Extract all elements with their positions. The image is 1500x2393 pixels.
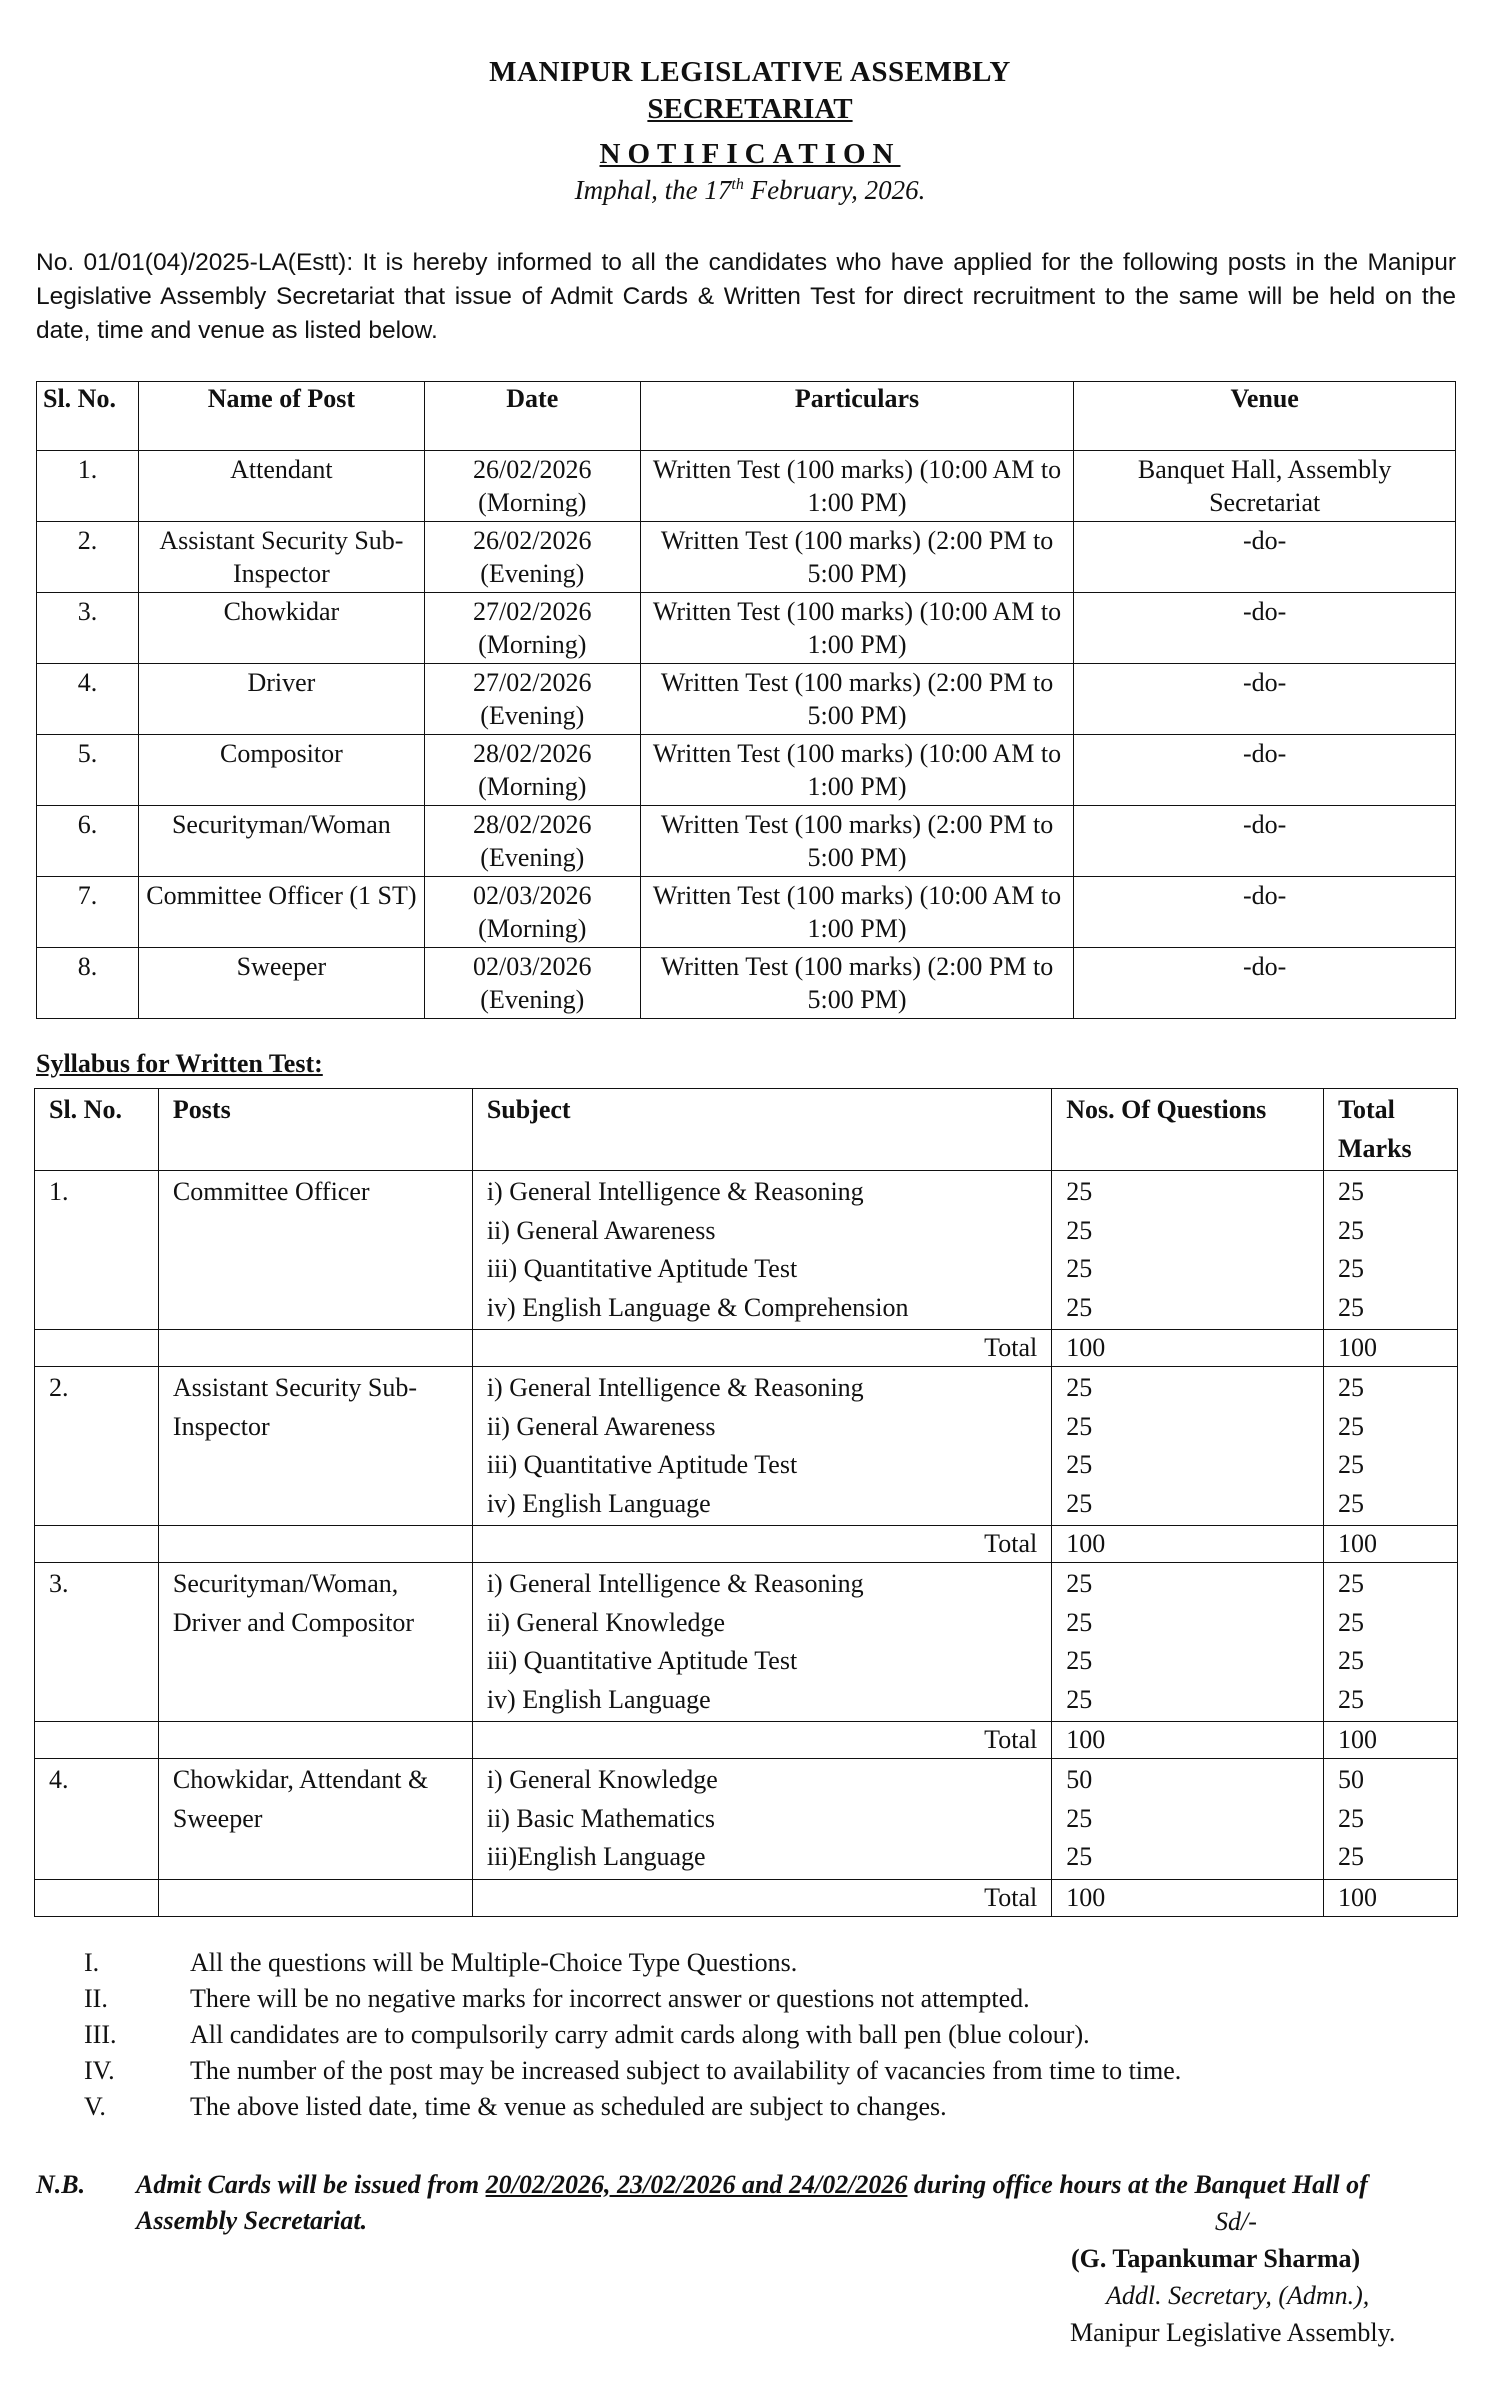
- schedule-sl: 1.: [37, 451, 139, 522]
- schedule-date: 02/03/2026 (Evening): [424, 948, 640, 1019]
- empty-cell: [35, 1526, 159, 1563]
- schedule-row: [37, 735, 1456, 806]
- mark-value: 25: [1338, 1607, 1365, 1637]
- note-number: III.: [84, 2020, 117, 2049]
- note-item: [0, 2020, 1500, 2056]
- total-marks: 100: [1324, 1879, 1458, 1916]
- empty-cell: [35, 1879, 159, 1916]
- syllabus-header-subject: Subject: [472, 1089, 1051, 1171]
- mark-value: 25: [1338, 1292, 1365, 1322]
- subject-item: ii) Basic Mathematics: [486, 1803, 715, 1833]
- question-count: 25: [1066, 1646, 1093, 1675]
- syllabus-subjects: [472, 1563, 1051, 1722]
- syllabus-questions: [1052, 1759, 1324, 1880]
- total-marks: 100: [1324, 1722, 1458, 1759]
- nb-dates: 20/02/2026, 23/02/2026 and 24/02/2026: [485, 2170, 908, 2199]
- syllabus-questions: [1052, 1367, 1324, 1526]
- total-questions: 100: [1052, 1722, 1324, 1759]
- schedule-header-post: Name of Post: [138, 382, 424, 451]
- syllabus-marks: [1324, 1367, 1458, 1526]
- subject-item: iv) English Language: [486, 1488, 711, 1518]
- question-count: 25: [1066, 1177, 1093, 1206]
- schedule-particulars: Written Test (100 marks) (10:00 AM to 1:00 PM): [640, 877, 1074, 948]
- syllabus-total-row: [35, 1330, 1458, 1367]
- note-item: [0, 1948, 1500, 1984]
- nb-text-after: during office hours at the Banquet Hall of Assembly Secretariat.: [136, 2170, 1368, 2235]
- schedule-sl: 6.: [37, 806, 139, 877]
- schedule-particulars: Written Test (100 marks) (10:00 AM to 1:00 PM): [640, 593, 1074, 664]
- schedule-particulars: Written Test (100 marks) (2:00 PM to 5:00 PM): [640, 948, 1074, 1019]
- doc-type-title: [0, 138, 1500, 171]
- question-count: 25: [1066, 1803, 1093, 1833]
- note-number: I.: [84, 1948, 100, 1977]
- syllabus-subjects: [472, 1759, 1051, 1880]
- nb-label: N.B.: [36, 2170, 86, 2199]
- signature-designation: Addl. Secretary, (Admn.),: [1106, 2281, 1370, 2310]
- syllabus-marks: [1324, 1171, 1458, 1330]
- subject-item: iii) Quantitative Aptitude Test: [486, 1254, 798, 1283]
- syllabus-header-sl: Sl. No.: [35, 1089, 159, 1171]
- mark-value: 25: [1338, 1215, 1365, 1245]
- mark-value: 25: [1338, 1684, 1365, 1714]
- empty-cell: [35, 1330, 159, 1367]
- note-item: [0, 1984, 1500, 2020]
- schedule-date: 28/02/2026 (Morning): [424, 735, 640, 806]
- syllabus-header-posts: Posts: [158, 1089, 472, 1171]
- syllabus-group-row: [35, 1171, 1458, 1330]
- note-text: All the questions will be Multiple-Choice Type Questions.: [190, 1948, 798, 1977]
- schedule-header-venue: Venue: [1074, 382, 1456, 451]
- total-label: Total: [472, 1526, 1051, 1563]
- subject-item: iii)English Language: [486, 1842, 706, 1871]
- note-number: IV.: [84, 2056, 115, 2085]
- schedule-date: 26/02/2026 (Evening): [424, 522, 640, 593]
- schedule-venue: -do-: [1074, 948, 1456, 1019]
- schedule-post: Compositor: [138, 735, 424, 806]
- dept-title-text: SECRETARIAT: [647, 93, 853, 125]
- schedule-sl: 4.: [37, 664, 139, 735]
- nb-body: [136, 2167, 1456, 2239]
- subject-item: ii) General Knowledge: [486, 1607, 726, 1637]
- org-title: MANIPUR LEGISLATIVE ASSEMBLY: [489, 56, 1011, 88]
- schedule-sl: 8.: [37, 948, 139, 1019]
- syllabus-header-questions: Nos. Of Questions: [1052, 1089, 1324, 1171]
- subject-item: iv) English Language: [486, 1684, 711, 1714]
- mark-value: 25: [1338, 1646, 1365, 1675]
- syllabus-posts: Committee Officer: [158, 1171, 472, 1330]
- schedule-post: Attendant: [138, 451, 424, 522]
- place-suffix: February, 2026.: [743, 175, 926, 205]
- empty-cell: [35, 1722, 159, 1759]
- schedule-sl: 7.: [37, 877, 139, 948]
- syllabus-group-row: [35, 1563, 1458, 1722]
- note-text: The number of the post may be increased subject to availability of vacancies from time to time.: [190, 2056, 1182, 2085]
- question-count: 25: [1066, 1292, 1093, 1322]
- schedule-row: [37, 948, 1456, 1019]
- total-marks: 100: [1324, 1330, 1458, 1367]
- schedule-row: [37, 877, 1456, 948]
- note-item: [0, 2092, 1500, 2128]
- schedule-header-date: Date: [424, 382, 640, 451]
- total-questions: 100: [1052, 1526, 1324, 1563]
- schedule-sl: 2.: [37, 522, 139, 593]
- schedule-date: 02/03/2026 (Morning): [424, 877, 640, 948]
- syllabus-questions: [1052, 1171, 1324, 1330]
- note-number: V.: [84, 2092, 106, 2121]
- signature-name: (G. Tapankumar Sharma): [1071, 2244, 1361, 2273]
- syllabus-group-row: [35, 1367, 1458, 1526]
- schedule-post: Assistant Security Sub-Inspector: [138, 522, 424, 593]
- question-count: 25: [1066, 1607, 1093, 1637]
- subject-item: i) General Knowledge: [486, 1765, 718, 1794]
- syllabus-table: [34, 1088, 1458, 1917]
- schedule-header-particulars: Particulars: [640, 382, 1074, 451]
- schedule-post: Sweeper: [138, 948, 424, 1019]
- question-count: 25: [1066, 1488, 1093, 1518]
- subject-item: iv) English Language & Comprehension: [486, 1292, 909, 1322]
- question-count: 25: [1066, 1215, 1093, 1245]
- intro-paragraph: No. 01/01(04)/2025-LA(Estt): It is hereby informed to all the candidates who have applied for the following posts in the Manipur Legislative Assembly Secretariat that issue of Admit Cards & Written Test for direct recruitment to the same will be held on the date, time and venue as listed below.: [36, 249, 1456, 344]
- schedule-post: Chowkidar: [138, 593, 424, 664]
- total-label: Total: [472, 1722, 1051, 1759]
- schedule-particulars: Written Test (100 marks) (2:00 PM to 5:00 PM): [640, 522, 1074, 593]
- mark-value: 25: [1338, 1254, 1365, 1283]
- question-count: 25: [1066, 1373, 1093, 1402]
- syllabus-posts: Assistant Security Sub-Inspector: [158, 1367, 472, 1526]
- subject-item: iii) Quantitative Aptitude Test: [486, 1450, 798, 1479]
- mark-value: 25: [1338, 1488, 1365, 1518]
- total-questions: 100: [1052, 1330, 1324, 1367]
- mark-value: 25: [1338, 1842, 1365, 1871]
- subject-item: i) General Intelligence & Reasoning: [486, 1177, 864, 1206]
- syllabus-total-row: [35, 1879, 1458, 1916]
- subject-item: ii) General Awareness: [486, 1411, 716, 1441]
- schedule-row: [37, 451, 1456, 522]
- schedule-date: 27/02/2026 (Morning): [424, 593, 640, 664]
- schedule-venue: -do-: [1074, 593, 1456, 664]
- syllabus-questions: [1052, 1563, 1324, 1722]
- total-marks: 100: [1324, 1526, 1458, 1563]
- schedule-particulars: Written Test (100 marks) (10:00 AM to 1:00 PM): [640, 451, 1074, 522]
- place-date: [0, 175, 1500, 206]
- schedule-sl: 3.: [37, 593, 139, 664]
- place-prefix: Imphal, the 17: [574, 175, 732, 205]
- mark-value: 25: [1338, 1450, 1365, 1479]
- schedule-particulars: Written Test (100 marks) (2:00 PM to 5:00 PM): [640, 664, 1074, 735]
- question-count: 25: [1066, 1569, 1093, 1598]
- schedule-sl: 5.: [37, 735, 139, 806]
- syllabus-marks: [1324, 1759, 1458, 1880]
- schedule-row: [37, 593, 1456, 664]
- empty-cell: [158, 1879, 472, 1916]
- empty-cell: [158, 1722, 472, 1759]
- schedule-venue: -do-: [1074, 522, 1456, 593]
- syllabus-marks: [1324, 1563, 1458, 1722]
- schedule-date: 27/02/2026 (Evening): [424, 664, 640, 735]
- question-count: 25: [1066, 1411, 1093, 1441]
- note-text: All candidates are to compulsorily carry admit cards along with ball pen (blue colour).: [190, 2020, 1090, 2049]
- syllabus-subjects: [472, 1171, 1051, 1330]
- question-count: 25: [1066, 1254, 1093, 1283]
- note-text: The above listed date, time & venue as scheduled are subject to changes.: [190, 2092, 947, 2121]
- mark-value: 25: [1338, 1411, 1365, 1441]
- place-sup: th: [731, 176, 744, 193]
- dept-title: [0, 93, 1500, 126]
- syllabus-total-row: [35, 1526, 1458, 1563]
- mark-value: 25: [1338, 1803, 1365, 1833]
- schedule-table: [36, 381, 1456, 1019]
- schedule-header-sl: Sl. No.: [37, 382, 139, 451]
- schedule-venue: -do-: [1074, 735, 1456, 806]
- total-label: Total: [472, 1330, 1051, 1367]
- empty-cell: [158, 1330, 472, 1367]
- schedule-post: Securityman/Woman: [138, 806, 424, 877]
- syllabus-group-row: [35, 1759, 1458, 1880]
- schedule-venue: -do-: [1074, 877, 1456, 948]
- schedule-particulars: Written Test (100 marks) (2:00 PM to 5:00 PM): [640, 806, 1074, 877]
- subject-item: ii) General Awareness: [486, 1215, 716, 1245]
- schedule-particulars: Written Test (100 marks) (10:00 AM to 1:00 PM): [640, 735, 1074, 806]
- signature-sd: Sd/-: [1215, 2207, 1257, 2236]
- nb-text-before: Admit Cards will be issued from: [136, 2170, 486, 2199]
- schedule-post: Driver: [138, 664, 424, 735]
- syllabus-posts: Securityman/Woman, Driver and Compositor: [158, 1563, 472, 1722]
- mark-value: 25: [1338, 1177, 1365, 1206]
- question-count: 25: [1066, 1684, 1093, 1714]
- syllabus-sl: 1.: [35, 1171, 159, 1330]
- schedule-row: [37, 806, 1456, 877]
- syllabus-posts: Chowkidar, Attendant & Sweeper: [158, 1759, 472, 1880]
- mark-value: 25: [1338, 1569, 1365, 1598]
- syllabus-header-marks: Total Marks: [1324, 1089, 1458, 1171]
- schedule-row: [37, 522, 1456, 593]
- mark-value: 25: [1338, 1373, 1365, 1402]
- mark-value: 50: [1338, 1765, 1365, 1794]
- note-item: [0, 2056, 1500, 2092]
- note-number: II.: [84, 1984, 108, 2013]
- subject-item: i) General Intelligence & Reasoning: [486, 1373, 864, 1402]
- subject-item: i) General Intelligence & Reasoning: [486, 1569, 864, 1598]
- schedule-venue: -do-: [1074, 806, 1456, 877]
- doc-type-text: NOTIFICATION: [599, 138, 901, 170]
- syllabus-subjects: [472, 1367, 1051, 1526]
- schedule-date: 26/02/2026 (Morning): [424, 451, 640, 522]
- question-count: 25: [1066, 1450, 1093, 1479]
- schedule-header-row: [37, 382, 1456, 451]
- syllabus-header-row: [35, 1089, 1458, 1171]
- schedule-post: Committee Officer (1 ST): [138, 877, 424, 948]
- syllabus-total-row: [35, 1722, 1458, 1759]
- total-questions: 100: [1052, 1879, 1324, 1916]
- syllabus-sl: 3.: [35, 1563, 159, 1722]
- schedule-date: 28/02/2026 (Evening): [424, 806, 640, 877]
- signature-office: Manipur Legislative Assembly.: [1070, 2318, 1396, 2347]
- schedule-venue: Banquet Hall, Assembly Secretariat: [1074, 451, 1456, 522]
- syllabus-sl: 4.: [35, 1759, 159, 1880]
- syllabus-sl: 2.: [35, 1367, 159, 1526]
- syllabus-title: Syllabus for Written Test:: [36, 1049, 323, 1078]
- note-text: There will be no negative marks for incorrect answer or questions not attempted.: [190, 1984, 1030, 2013]
- question-count: 25: [1066, 1842, 1093, 1871]
- subject-item: iii) Quantitative Aptitude Test: [486, 1646, 798, 1675]
- question-count: 50: [1066, 1765, 1093, 1794]
- schedule-venue: -do-: [1074, 664, 1456, 735]
- empty-cell: [158, 1526, 472, 1563]
- schedule-row: [37, 664, 1456, 735]
- total-label: Total: [472, 1879, 1051, 1916]
